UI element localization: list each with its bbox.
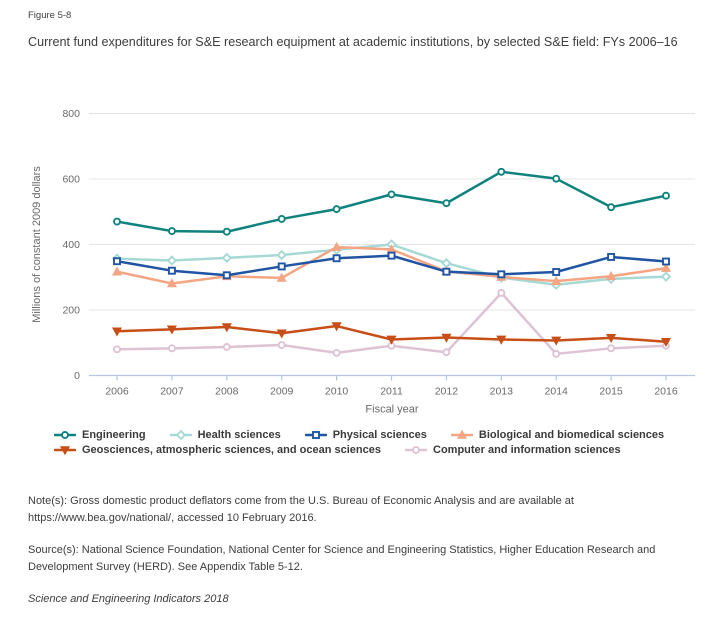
data-point-engineering <box>663 193 669 199</box>
data-point-physical-sciences <box>114 258 120 264</box>
x-tick-label: 2011 <box>380 385 403 398</box>
x-axis-title: Fiscal year <box>365 403 419 416</box>
data-point-computer-and-information-sciences <box>608 345 614 351</box>
credit-text: Science and Engineering Indicators 2018 <box>28 593 229 605</box>
y-tick-label: 800 <box>62 108 80 121</box>
data-point-physical-sciences <box>608 254 614 260</box>
data-point-physical-sciences <box>663 259 669 265</box>
data-point-computer-and-information-sciences <box>413 447 419 453</box>
data-point-health-sciences <box>662 273 670 281</box>
legend-item-biological-and-biomedical-sciences <box>451 429 664 441</box>
legend-item-health-sciences <box>170 429 281 441</box>
data-point-physical-sciences <box>553 269 559 275</box>
series-line-engineering <box>117 172 666 232</box>
data-point-health-sciences <box>168 257 176 265</box>
health-sciences-legend-marker-icon <box>170 429 192 441</box>
data-point-engineering <box>62 432 68 438</box>
engineering-legend-marker-icon <box>54 429 76 441</box>
data-point-physical-sciences <box>313 432 319 438</box>
data-point-computer-and-information-sciences <box>443 349 449 355</box>
data-point-computer-and-information-sciences <box>114 346 120 352</box>
legend-label: Health sciences <box>197 429 281 441</box>
data-point-computer-and-information-sciences <box>498 290 504 296</box>
x-tick-label: 2014 <box>544 385 568 398</box>
line-chart <box>0 88 724 424</box>
geosciences-atmospheric-sciences-and-ocean-sciences-legend-marker-icon <box>54 444 76 456</box>
data-point-physical-sciences <box>443 269 449 275</box>
legend-label: Geosciences, atmospheric sciences, and ocean sciences <box>82 444 381 456</box>
y-tick-label: 200 <box>62 304 80 317</box>
data-point-engineering <box>389 191 395 197</box>
note-text: Note(s): Gross domestic product deflators come from the U.S. Bureau of Economic Analysis and are available at https://www.bea.gov/national/, accessed 10 February 2016. <box>28 495 574 524</box>
data-point-computer-and-information-sciences <box>224 344 230 350</box>
data-point-engineering <box>443 200 449 206</box>
legend-label: Biological and biomedical sciences <box>478 429 665 441</box>
figure-number: Figure 5-8 <box>28 10 72 21</box>
x-tick-label: 2009 <box>270 385 294 398</box>
data-point-health-sciences <box>278 251 286 259</box>
biological-and-biomedical-sciences-legend-marker-icon <box>451 429 473 441</box>
legend-label: Computer and information sciences <box>433 444 621 456</box>
x-tick-label: 2015 <box>599 385 623 398</box>
data-point-engineering <box>553 176 559 182</box>
data-point-engineering <box>498 169 504 175</box>
data-point-health-sciences <box>177 431 185 439</box>
y-axis-title: Millions of constant 2009 dollars <box>31 166 43 323</box>
data-point-engineering <box>608 204 614 210</box>
x-tick-label: 2006 <box>105 385 129 398</box>
x-tick-label: 2012 <box>434 385 459 398</box>
data-point-health-sciences <box>443 259 451 267</box>
x-tick-label: 2008 <box>215 385 239 398</box>
data-point-computer-and-information-sciences <box>279 342 285 348</box>
data-point-health-sciences <box>223 254 231 262</box>
series-geosciences-atmospheric-sciences-and-ocean-sciences <box>113 323 670 346</box>
figure-notes <box>28 493 706 624</box>
data-point-physical-sciences <box>334 255 340 261</box>
data-point-engineering <box>114 219 120 225</box>
data-point-engineering <box>334 206 340 212</box>
y-tick-label: 0 <box>74 370 80 383</box>
y-tick-label: 600 <box>62 173 80 186</box>
source-text: Source(s): National Science Foundation, National Center for Science and Engineering Statistics, Higher Education Research and Development Survey (HERD). See Appendix Table 5-12. <box>28 544 656 573</box>
data-point-physical-sciences <box>169 268 175 274</box>
legend-item-geosciences-atmospheric-sciences-and-ocean-sciences <box>54 444 381 456</box>
y-tick-label: 400 <box>62 239 80 252</box>
data-point-computer-and-information-sciences <box>553 351 559 357</box>
legend-row <box>54 444 664 456</box>
data-point-physical-sciences <box>498 271 504 277</box>
physical-sciences-legend-marker-icon <box>305 429 327 441</box>
legend-row <box>54 429 664 441</box>
data-point-physical-sciences <box>389 253 395 259</box>
data-point-physical-sciences <box>279 263 285 269</box>
x-tick-label: 2010 <box>324 385 349 398</box>
computer-and-information-sciences-legend-marker-icon <box>405 444 427 456</box>
legend-label: Engineering <box>82 429 146 441</box>
legend-label: Physical sciences <box>332 429 427 441</box>
data-point-engineering <box>169 228 175 234</box>
legend-item-engineering <box>54 429 146 441</box>
series-physical-sciences <box>114 253 669 279</box>
chart-legend <box>54 429 664 456</box>
data-point-engineering <box>279 216 285 222</box>
x-tick-label: 2007 <box>160 385 184 398</box>
x-tick-label: 2016 <box>654 385 678 398</box>
data-point-physical-sciences <box>224 272 230 278</box>
data-point-engineering <box>224 229 230 235</box>
x-tick-label: 2013 <box>489 385 513 398</box>
legend-item-computer-and-information-sciences <box>405 444 621 456</box>
data-point-computer-and-information-sciences <box>334 350 340 356</box>
data-point-computer-and-information-sciences <box>169 345 175 351</box>
legend-item-physical-sciences <box>305 429 427 441</box>
figure-title: Current fund expenditures for S&E research equipment at academic institutions, by selected S&E field: FYs 2006–16 <box>28 35 678 49</box>
series-computer-and-information-sciences <box>114 290 669 357</box>
